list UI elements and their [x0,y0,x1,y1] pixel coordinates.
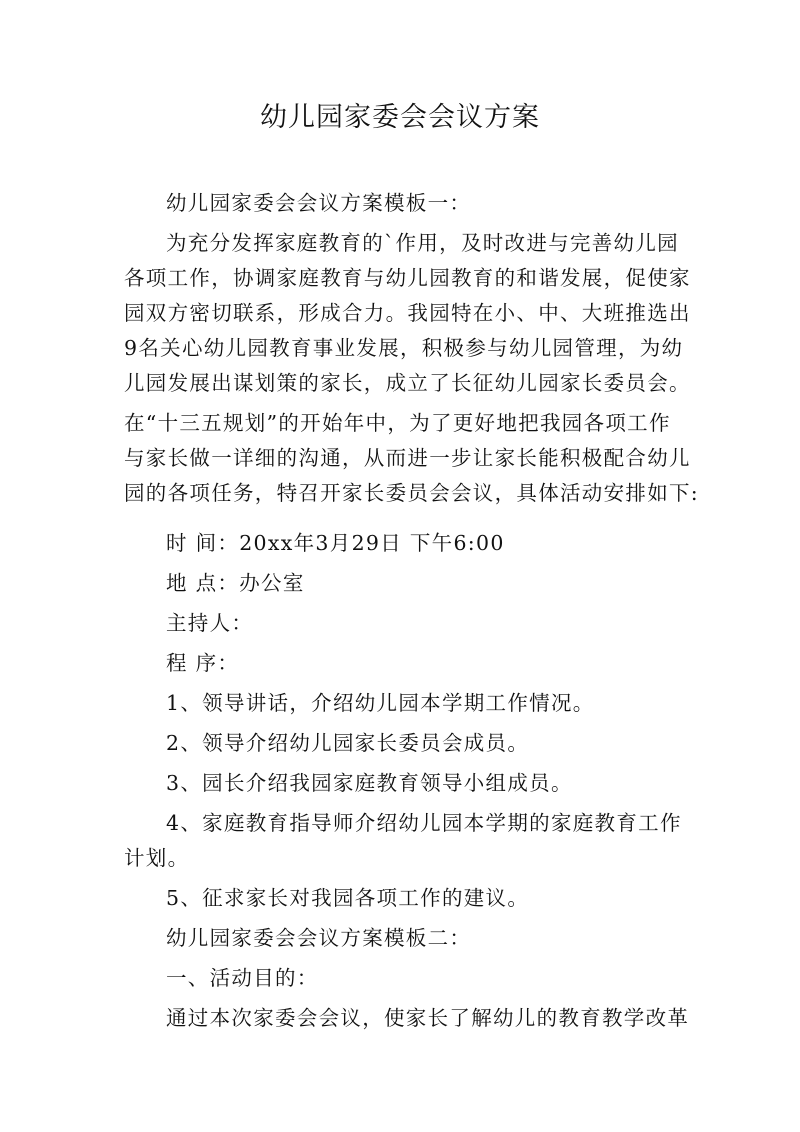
procedure-item: 5、征求家长对我园各项工作的建议。 [166,886,530,910]
meeting-location: 地 点：办公室 [166,571,305,595]
procedure-item-continuation: 计划。 [124,846,190,870]
paragraph-line: 与家长做一详细的沟通，从而进一步让家长能积极配合幼儿 [124,446,691,470]
paragraph-line: 园双方密切联系，形成合力。我园特在小、中、大班推选出 [124,301,691,325]
paragraph-line: 通过本次家委会会议，使家长了解幼儿的教育教学改革 [166,1006,690,1030]
procedure-item: 2、领导介绍幼儿园家长委员会成员。 [166,731,530,755]
paragraph-line: 9名关心幼儿园教育事业发展，积极参与幼儿园管理，为幼 [124,336,684,360]
template-two-heading: 幼儿园家委会会议方案模板二： [166,926,472,950]
paragraph-line: 为充分发挥家庭教育的`作用，及时改进与完善幼儿园 [166,231,679,255]
procedure-item: 1、领导讲话，介绍幼儿园本学期工作情况。 [166,691,595,715]
template-one-heading: 幼儿园家委会会议方案模板一： [166,191,472,215]
paragraph-line: 儿园发展出谋划策的家长，成立了长征幼儿园家长委员会。 [124,371,691,395]
meeting-time: 时 间：20xx年3月29日 下午6:00 [166,531,505,555]
section-heading: 一、活动目的： [166,966,319,990]
procedure-item: 4、家庭教育指导师介绍幼儿园本学期的家庭教育工作 [166,811,682,835]
procedure-item: 3、园长介绍我园家庭教育领导小组成员。 [166,771,573,795]
meeting-host: 主持人： [166,611,254,635]
paragraph-line: 在“十三五规划”的开始年中，为了更好地把我园各项工作 [124,411,671,435]
paragraph-line: 园的各项任务，特召开家长委员会会议，具体活动安排如下: [124,481,700,505]
paragraph-line: 各项工作，协调家庭教育与幼儿园教育的和谐发展，促使家 [124,266,691,290]
document-title: 幼儿园家委会会议方案 [260,102,540,133]
meeting-procedure-heading: 程 序： [166,651,240,675]
